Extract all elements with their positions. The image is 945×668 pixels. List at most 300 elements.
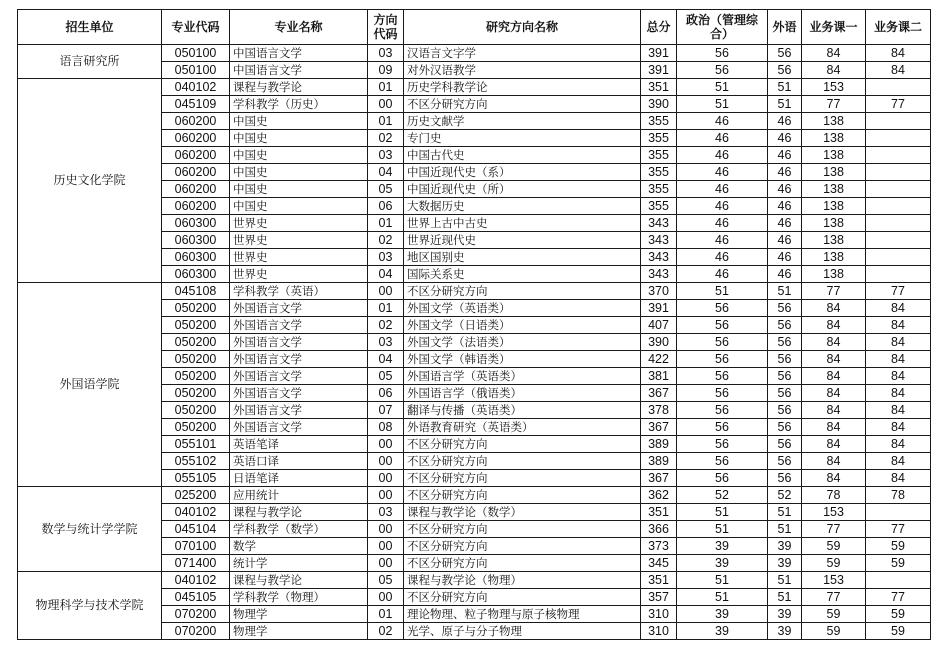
major-name-cell: 学科教学（英语） — [230, 283, 368, 300]
direction-code-cell: 06 — [368, 198, 404, 215]
major-name-cell: 外国语言文学 — [230, 351, 368, 368]
course1-score-cell: 138 — [802, 164, 866, 181]
foreign-score-cell: 39 — [768, 555, 802, 572]
major-name-cell: 外国语言文学 — [230, 317, 368, 334]
foreign-score-cell: 51 — [768, 79, 802, 96]
total-score-cell: 391 — [641, 300, 677, 317]
major-code-cell: 055105 — [162, 470, 230, 487]
politics-score-cell: 51 — [677, 521, 768, 538]
major-code-cell: 060200 — [162, 164, 230, 181]
foreign-score-cell: 46 — [768, 198, 802, 215]
direction-code-cell: 00 — [368, 555, 404, 572]
politics-score-cell: 56 — [677, 385, 768, 402]
total-score-cell: 373 — [641, 538, 677, 555]
foreign-score-cell: 46 — [768, 181, 802, 198]
total-score-cell: 407 — [641, 317, 677, 334]
direction-name-cell: 地区国别史 — [404, 249, 641, 266]
politics-score-cell: 51 — [677, 589, 768, 606]
politics-score-cell: 56 — [677, 470, 768, 487]
total-score-cell: 367 — [641, 419, 677, 436]
direction-name-cell: 外国文学（日语类） — [404, 317, 641, 334]
total-score-cell: 343 — [641, 232, 677, 249]
course1-score-cell: 138 — [802, 181, 866, 198]
direction-name-cell: 中国近现代史（系） — [404, 164, 641, 181]
course2-score-cell: 84 — [866, 317, 931, 334]
course2-score-cell: 59 — [866, 538, 931, 555]
major-code-cell: 045105 — [162, 589, 230, 606]
header-major-name: 专业名称 — [230, 10, 368, 45]
course1-score-cell: 59 — [802, 623, 866, 640]
politics-score-cell: 46 — [677, 164, 768, 181]
direction-name-cell: 课程与教学论（物理） — [404, 572, 641, 589]
direction-code-cell: 00 — [368, 538, 404, 555]
direction-code-cell: 01 — [368, 300, 404, 317]
major-code-cell: 050200 — [162, 351, 230, 368]
direction-name-cell: 不区分研究方向 — [404, 436, 641, 453]
politics-score-cell: 46 — [677, 266, 768, 283]
direction-name-cell: 中国近现代史（所） — [404, 181, 641, 198]
course2-score-cell — [866, 249, 931, 266]
course1-score-cell: 84 — [802, 368, 866, 385]
table-row — [18, 79, 931, 96]
header-unit: 招生单位 — [18, 10, 162, 45]
foreign-score-cell: 46 — [768, 249, 802, 266]
course1-score-cell: 84 — [802, 385, 866, 402]
direction-code-cell: 02 — [368, 623, 404, 640]
major-code-cell: 045104 — [162, 521, 230, 538]
direction-code-cell: 08 — [368, 419, 404, 436]
direction-code-cell: 03 — [368, 249, 404, 266]
header-major-code: 专业代码 — [162, 10, 230, 45]
major-code-cell: 060200 — [162, 147, 230, 164]
major-code-cell: 060300 — [162, 215, 230, 232]
politics-score-cell: 46 — [677, 249, 768, 266]
foreign-score-cell: 39 — [768, 623, 802, 640]
politics-score-cell: 56 — [677, 351, 768, 368]
course2-score-cell: 59 — [866, 606, 931, 623]
major-code-cell: 050100 — [162, 45, 230, 62]
total-score-cell: 310 — [641, 606, 677, 623]
foreign-score-cell: 46 — [768, 147, 802, 164]
unit-cell: 物理科学与技术学院 — [18, 572, 162, 640]
direction-code-cell: 03 — [368, 504, 404, 521]
major-code-cell: 040102 — [162, 572, 230, 589]
foreign-score-cell: 39 — [768, 538, 802, 555]
foreign-score-cell: 46 — [768, 215, 802, 232]
table-row — [18, 283, 931, 300]
major-name-cell: 外国语言文学 — [230, 334, 368, 351]
major-name-cell: 英语笔译 — [230, 436, 368, 453]
politics-score-cell: 51 — [677, 96, 768, 113]
direction-code-cell: 01 — [368, 606, 404, 623]
direction-name-cell: 专门史 — [404, 130, 641, 147]
header-total: 总分 — [641, 10, 677, 45]
course2-score-cell: 84 — [866, 453, 931, 470]
total-score-cell: 367 — [641, 470, 677, 487]
unit-cell: 外国语学院 — [18, 283, 162, 487]
direction-name-cell: 大数据历史 — [404, 198, 641, 215]
direction-name-cell: 外国语言学（英语类） — [404, 368, 641, 385]
course1-score-cell: 138 — [802, 147, 866, 164]
total-score-cell: 310 — [641, 623, 677, 640]
header-direction-name: 研究方向名称 — [404, 10, 641, 45]
unit-cell: 历史文化学院 — [18, 79, 162, 283]
total-score-cell: 343 — [641, 215, 677, 232]
politics-score-cell: 39 — [677, 623, 768, 640]
major-code-cell: 071400 — [162, 555, 230, 572]
direction-code-cell: 03 — [368, 334, 404, 351]
major-name-cell: 中国语言文学 — [230, 45, 368, 62]
unit-cell: 语言研究所 — [18, 45, 162, 79]
total-score-cell: 345 — [641, 555, 677, 572]
direction-code-cell: 06 — [368, 385, 404, 402]
major-code-cell: 025200 — [162, 487, 230, 504]
politics-score-cell: 46 — [677, 181, 768, 198]
foreign-score-cell: 51 — [768, 96, 802, 113]
course1-score-cell: 153 — [802, 79, 866, 96]
header-row — [18, 10, 931, 45]
course1-score-cell: 84 — [802, 317, 866, 334]
politics-score-cell: 56 — [677, 300, 768, 317]
course2-score-cell: 84 — [866, 62, 931, 79]
direction-name-cell: 不区分研究方向 — [404, 487, 641, 504]
course1-score-cell: 138 — [802, 232, 866, 249]
major-code-cell: 060300 — [162, 266, 230, 283]
course1-score-cell: 77 — [802, 521, 866, 538]
course1-score-cell: 84 — [802, 351, 866, 368]
direction-name-cell: 外国语言学（俄语类） — [404, 385, 641, 402]
direction-name-cell: 不区分研究方向 — [404, 589, 641, 606]
direction-code-cell: 04 — [368, 164, 404, 181]
major-name-cell: 中国史 — [230, 113, 368, 130]
course2-score-cell: 84 — [866, 351, 931, 368]
major-name-cell: 物理学 — [230, 623, 368, 640]
total-score-cell: 389 — [641, 453, 677, 470]
total-score-cell: 357 — [641, 589, 677, 606]
course1-score-cell: 59 — [802, 538, 866, 555]
table-row — [18, 572, 931, 589]
table-row — [18, 45, 931, 62]
major-name-cell: 中国史 — [230, 164, 368, 181]
direction-code-cell: 02 — [368, 130, 404, 147]
major-name-cell: 外国语言文学 — [230, 300, 368, 317]
course1-score-cell: 138 — [802, 130, 866, 147]
total-score-cell: 355 — [641, 130, 677, 147]
direction-code-cell: 03 — [368, 147, 404, 164]
foreign-score-cell: 51 — [768, 589, 802, 606]
course2-score-cell — [866, 266, 931, 283]
course2-score-cell — [866, 504, 931, 521]
course2-score-cell — [866, 215, 931, 232]
major-name-cell: 中国史 — [230, 130, 368, 147]
direction-code-cell: 00 — [368, 453, 404, 470]
header-course1: 业务课一 — [802, 10, 866, 45]
direction-name-cell: 不区分研究方向 — [404, 538, 641, 555]
major-name-cell: 学科教学（历史） — [230, 96, 368, 113]
course1-score-cell: 59 — [802, 606, 866, 623]
course1-score-cell: 84 — [802, 402, 866, 419]
direction-code-cell: 04 — [368, 351, 404, 368]
course2-score-cell: 84 — [866, 436, 931, 453]
course2-score-cell: 77 — [866, 521, 931, 538]
foreign-score-cell: 56 — [768, 453, 802, 470]
foreign-score-cell: 56 — [768, 419, 802, 436]
total-score-cell: 355 — [641, 181, 677, 198]
major-name-cell: 课程与教学论 — [230, 572, 368, 589]
course1-score-cell: 138 — [802, 215, 866, 232]
header-direction-code: 方向代码 — [368, 10, 404, 45]
direction-name-cell: 历史学科教学论 — [404, 79, 641, 96]
foreign-score-cell: 56 — [768, 62, 802, 79]
major-code-cell: 050200 — [162, 300, 230, 317]
unit-cell: 数学与统计学学院 — [18, 487, 162, 572]
course2-score-cell: 59 — [866, 623, 931, 640]
politics-score-cell: 56 — [677, 453, 768, 470]
foreign-score-cell: 56 — [768, 317, 802, 334]
direction-code-cell: 09 — [368, 62, 404, 79]
foreign-score-cell: 52 — [768, 487, 802, 504]
major-name-cell: 统计学 — [230, 555, 368, 572]
major-code-cell: 045108 — [162, 283, 230, 300]
major-name-cell: 外国语言文学 — [230, 385, 368, 402]
politics-score-cell: 46 — [677, 232, 768, 249]
major-name-cell: 外国语言文学 — [230, 402, 368, 419]
header-course2: 业务课二 — [866, 10, 931, 45]
direction-name-cell: 世界上古中古史 — [404, 215, 641, 232]
major-code-cell: 060200 — [162, 181, 230, 198]
total-score-cell: 389 — [641, 436, 677, 453]
politics-score-cell: 51 — [677, 79, 768, 96]
major-code-cell: 060200 — [162, 113, 230, 130]
politics-score-cell: 51 — [677, 283, 768, 300]
politics-score-cell: 46 — [677, 198, 768, 215]
course1-score-cell: 84 — [802, 300, 866, 317]
major-name-cell: 中国史 — [230, 181, 368, 198]
course1-score-cell: 84 — [802, 436, 866, 453]
direction-name-cell: 外国文学（英语类） — [404, 300, 641, 317]
direction-code-cell: 04 — [368, 266, 404, 283]
direction-code-cell: 07 — [368, 402, 404, 419]
major-name-cell: 外国语言文学 — [230, 368, 368, 385]
course1-score-cell: 77 — [802, 589, 866, 606]
major-code-cell: 050200 — [162, 385, 230, 402]
major-name-cell: 中国语言文学 — [230, 62, 368, 79]
direction-name-cell: 不区分研究方向 — [404, 470, 641, 487]
major-name-cell: 应用统计 — [230, 487, 368, 504]
header-foreign: 外语 — [768, 10, 802, 45]
direction-code-cell: 01 — [368, 215, 404, 232]
foreign-score-cell: 51 — [768, 504, 802, 521]
foreign-score-cell: 56 — [768, 470, 802, 487]
total-score-cell: 351 — [641, 504, 677, 521]
major-code-cell: 050200 — [162, 334, 230, 351]
total-score-cell: 378 — [641, 402, 677, 419]
major-name-cell: 日语笔译 — [230, 470, 368, 487]
total-score-cell: 390 — [641, 334, 677, 351]
course2-score-cell: 84 — [866, 470, 931, 487]
politics-score-cell: 46 — [677, 130, 768, 147]
major-code-cell: 040102 — [162, 79, 230, 96]
course1-score-cell: 138 — [802, 113, 866, 130]
total-score-cell: 355 — [641, 113, 677, 130]
total-score-cell: 343 — [641, 266, 677, 283]
course1-score-cell: 77 — [802, 96, 866, 113]
direction-code-cell: 00 — [368, 589, 404, 606]
direction-name-cell: 不区分研究方向 — [404, 521, 641, 538]
foreign-score-cell: 56 — [768, 300, 802, 317]
course1-score-cell: 153 — [802, 504, 866, 521]
table-row — [18, 487, 931, 504]
course2-score-cell — [866, 113, 931, 130]
foreign-score-cell: 56 — [768, 402, 802, 419]
major-name-cell: 英语口译 — [230, 453, 368, 470]
direction-name-cell: 历史文献学 — [404, 113, 641, 130]
course2-score-cell: 84 — [866, 45, 931, 62]
major-name-cell: 世界史 — [230, 232, 368, 249]
course1-score-cell: 77 — [802, 283, 866, 300]
foreign-score-cell: 46 — [768, 232, 802, 249]
course2-score-cell: 77 — [866, 589, 931, 606]
course2-score-cell: 84 — [866, 300, 931, 317]
total-score-cell: 355 — [641, 147, 677, 164]
major-code-cell: 050200 — [162, 402, 230, 419]
major-name-cell: 课程与教学论 — [230, 504, 368, 521]
direction-name-cell: 不区分研究方向 — [404, 283, 641, 300]
total-score-cell: 343 — [641, 249, 677, 266]
course1-score-cell: 78 — [802, 487, 866, 504]
course2-score-cell: 77 — [866, 96, 931, 113]
course2-score-cell — [866, 130, 931, 147]
foreign-score-cell: 46 — [768, 266, 802, 283]
direction-code-cell: 00 — [368, 521, 404, 538]
major-name-cell: 中国史 — [230, 147, 368, 164]
foreign-score-cell: 51 — [768, 572, 802, 589]
major-code-cell: 045109 — [162, 96, 230, 113]
direction-code-cell: 03 — [368, 45, 404, 62]
major-code-cell: 050100 — [162, 62, 230, 79]
direction-name-cell: 对外汉语教学 — [404, 62, 641, 79]
direction-name-cell: 不区分研究方向 — [404, 555, 641, 572]
major-code-cell: 060200 — [162, 198, 230, 215]
politics-score-cell: 52 — [677, 487, 768, 504]
politics-score-cell: 46 — [677, 113, 768, 130]
course1-score-cell: 84 — [802, 45, 866, 62]
major-code-cell: 060300 — [162, 249, 230, 266]
total-score-cell: 362 — [641, 487, 677, 504]
direction-code-cell: 01 — [368, 113, 404, 130]
major-name-cell: 中国史 — [230, 198, 368, 215]
politics-score-cell: 56 — [677, 45, 768, 62]
direction-code-cell: 02 — [368, 232, 404, 249]
direction-name-cell: 不区分研究方向 — [404, 453, 641, 470]
foreign-score-cell: 56 — [768, 334, 802, 351]
foreign-score-cell: 51 — [768, 521, 802, 538]
direction-code-cell: 00 — [368, 96, 404, 113]
table-body — [18, 45, 931, 640]
direction-name-cell: 中国古代史 — [404, 147, 641, 164]
foreign-score-cell: 56 — [768, 45, 802, 62]
direction-code-cell: 05 — [368, 368, 404, 385]
course1-score-cell: 153 — [802, 572, 866, 589]
politics-score-cell: 56 — [677, 62, 768, 79]
major-code-cell: 055102 — [162, 453, 230, 470]
course2-score-cell — [866, 147, 931, 164]
course2-score-cell — [866, 79, 931, 96]
direction-code-cell: 05 — [368, 181, 404, 198]
direction-name-cell: 汉语言文字学 — [404, 45, 641, 62]
total-score-cell: 391 — [641, 45, 677, 62]
politics-score-cell: 56 — [677, 317, 768, 334]
course2-score-cell: 84 — [866, 385, 931, 402]
major-code-cell: 070100 — [162, 538, 230, 555]
course2-score-cell — [866, 232, 931, 249]
course2-score-cell — [866, 164, 931, 181]
score-table — [17, 9, 931, 640]
total-score-cell: 366 — [641, 521, 677, 538]
total-score-cell: 381 — [641, 368, 677, 385]
header-politics: 政治（管理综合） — [677, 10, 768, 45]
total-score-cell: 351 — [641, 572, 677, 589]
foreign-score-cell: 56 — [768, 385, 802, 402]
direction-name-cell: 翻译与传播（英语类） — [404, 402, 641, 419]
politics-score-cell: 39 — [677, 555, 768, 572]
course2-score-cell — [866, 181, 931, 198]
major-name-cell: 数学 — [230, 538, 368, 555]
total-score-cell: 391 — [641, 62, 677, 79]
foreign-score-cell: 46 — [768, 130, 802, 147]
course1-score-cell: 59 — [802, 555, 866, 572]
major-name-cell: 学科教学（数学） — [230, 521, 368, 538]
foreign-score-cell: 46 — [768, 113, 802, 130]
politics-score-cell: 51 — [677, 572, 768, 589]
major-name-cell: 课程与教学论 — [230, 79, 368, 96]
course1-score-cell: 84 — [802, 419, 866, 436]
course2-score-cell: 84 — [866, 419, 931, 436]
total-score-cell: 370 — [641, 283, 677, 300]
course1-score-cell: 84 — [802, 470, 866, 487]
total-score-cell: 422 — [641, 351, 677, 368]
total-score-cell: 367 — [641, 385, 677, 402]
major-code-cell: 040102 — [162, 504, 230, 521]
foreign-score-cell: 51 — [768, 283, 802, 300]
major-code-cell: 050200 — [162, 368, 230, 385]
politics-score-cell: 39 — [677, 538, 768, 555]
politics-score-cell: 56 — [677, 334, 768, 351]
politics-score-cell: 56 — [677, 402, 768, 419]
major-name-cell: 世界史 — [230, 249, 368, 266]
major-name-cell: 世界史 — [230, 215, 368, 232]
course2-score-cell: 84 — [866, 368, 931, 385]
politics-score-cell: 39 — [677, 606, 768, 623]
foreign-score-cell: 39 — [768, 606, 802, 623]
total-score-cell: 355 — [641, 198, 677, 215]
politics-score-cell: 51 — [677, 504, 768, 521]
direction-code-cell: 00 — [368, 470, 404, 487]
direction-name-cell: 外语教育研究（英语类） — [404, 419, 641, 436]
course2-score-cell: 77 — [866, 283, 931, 300]
foreign-score-cell: 56 — [768, 436, 802, 453]
major-code-cell: 070200 — [162, 623, 230, 640]
total-score-cell: 390 — [641, 96, 677, 113]
course2-score-cell: 78 — [866, 487, 931, 504]
politics-score-cell: 56 — [677, 419, 768, 436]
total-score-cell: 351 — [641, 79, 677, 96]
course2-score-cell: 84 — [866, 402, 931, 419]
course1-score-cell: 84 — [802, 334, 866, 351]
major-code-cell: 055101 — [162, 436, 230, 453]
course1-score-cell: 138 — [802, 198, 866, 215]
direction-code-cell: 01 — [368, 79, 404, 96]
